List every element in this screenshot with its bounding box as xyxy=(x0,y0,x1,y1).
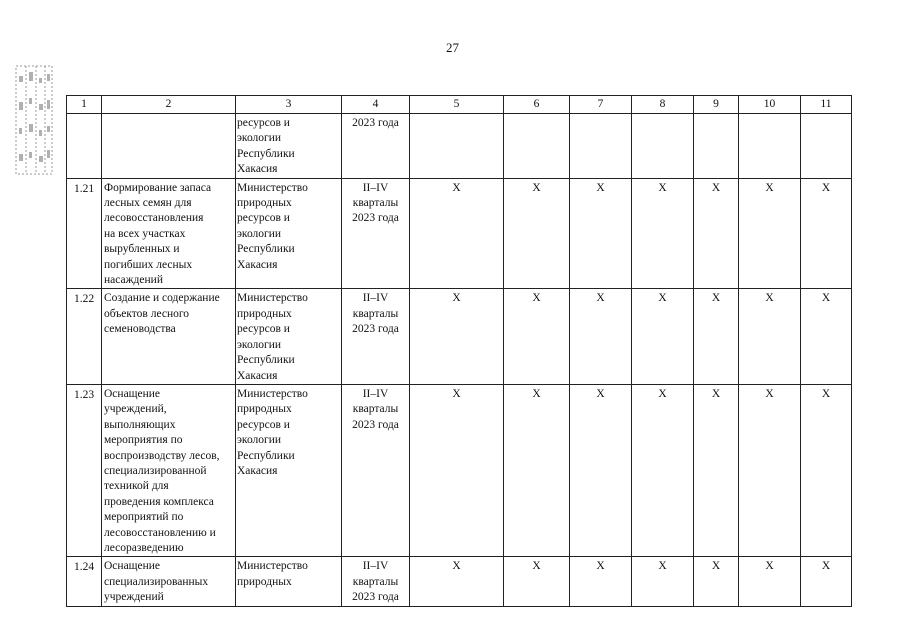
mark-cell: X xyxy=(504,178,570,289)
measure-name: Формирование запаса лесных семян для лесовосстановления на всех участках вырубленных и погибших лесных насаждений xyxy=(102,178,236,289)
registration-stamp xyxy=(14,62,56,177)
continuation-row xyxy=(67,114,852,179)
mark-cell xyxy=(739,114,801,179)
mark-cell: X xyxy=(694,557,739,607)
mark-cell: X xyxy=(632,289,694,384)
mark-cell: X xyxy=(801,384,852,556)
executor: Министерство природных ресурсов и экологии Республики Хакасия xyxy=(236,178,342,289)
mark-cell: X xyxy=(801,178,852,289)
mark-cell: X xyxy=(801,289,852,384)
table-row xyxy=(67,178,852,289)
mark-cell: X xyxy=(632,557,694,607)
column-header: 6 xyxy=(504,96,570,114)
measure-name xyxy=(102,114,236,179)
mark-cell: X xyxy=(570,178,632,289)
mark-cell: X xyxy=(570,557,632,607)
mark-cell: X xyxy=(739,289,801,384)
executor: Министерство природных ресурсов и экологии Республики Хакасия xyxy=(236,289,342,384)
column-header: 7 xyxy=(570,96,632,114)
mark-cell xyxy=(410,114,504,179)
mark-cell xyxy=(694,114,739,179)
table-row xyxy=(67,557,852,607)
mark-cell: X xyxy=(410,178,504,289)
column-header: 1 xyxy=(67,96,102,114)
term: II–IV кварталы 2023 года xyxy=(342,384,410,556)
term: II–IV кварталы 2023 года xyxy=(342,289,410,384)
column-header: 5 xyxy=(410,96,504,114)
mark-cell: X xyxy=(410,557,504,607)
table-row xyxy=(67,289,852,384)
mark-cell: X xyxy=(801,557,852,607)
measures-table xyxy=(66,95,852,607)
mark-cell: X xyxy=(694,384,739,556)
term: II–IV кварталы 2023 года xyxy=(342,178,410,289)
measure-name: Оснащение учреждений, выполняющих мероприятия по воспроизводству лесов, специализированной техникой для проведения комплекса мероприятий по лесовосстановлению и лесоразведению xyxy=(102,384,236,556)
executor: Министерство природных ресурсов и экологии Республики Хакасия xyxy=(236,384,342,556)
measure-name: Создание и содержание объектов лесного семеноводства xyxy=(102,289,236,384)
row-number xyxy=(67,114,102,179)
table-row xyxy=(67,384,852,556)
mark-cell: X xyxy=(632,178,694,289)
mark-cell: X xyxy=(739,557,801,607)
row-number: 1.24 xyxy=(67,557,102,607)
mark-cell: X xyxy=(739,384,801,556)
mark-cell xyxy=(632,114,694,179)
page-number: 27 xyxy=(446,40,459,55)
mark-cell: X xyxy=(410,384,504,556)
mark-cell xyxy=(570,114,632,179)
mark-cell: X xyxy=(504,384,570,556)
measure-name: Оснащение специализированных учреждений xyxy=(102,557,236,607)
column-header: 2 xyxy=(102,96,236,114)
column-header: 8 xyxy=(632,96,694,114)
executor: ресурсов и экологии Республики Хакасия xyxy=(236,114,342,179)
mark-cell: X xyxy=(504,289,570,384)
column-header: 10 xyxy=(739,96,801,114)
column-header: 11 xyxy=(801,96,852,114)
column-number-row xyxy=(67,96,852,114)
row-number: 1.22 xyxy=(67,289,102,384)
mark-cell: X xyxy=(570,289,632,384)
mark-cell: X xyxy=(739,178,801,289)
row-number: 1.23 xyxy=(67,384,102,556)
term: II–IV кварталы 2023 года xyxy=(342,557,410,607)
column-header: 9 xyxy=(694,96,739,114)
mark-cell: X xyxy=(504,557,570,607)
column-header: 3 xyxy=(236,96,342,114)
term: 2023 года xyxy=(342,114,410,179)
mark-cell: X xyxy=(570,384,632,556)
mark-cell xyxy=(504,114,570,179)
column-header: 4 xyxy=(342,96,410,114)
executor: Министерство природных xyxy=(236,557,342,607)
row-number: 1.21 xyxy=(67,178,102,289)
mark-cell: X xyxy=(694,289,739,384)
mark-cell: X xyxy=(694,178,739,289)
mark-cell xyxy=(801,114,852,179)
mark-cell: X xyxy=(410,289,504,384)
mark-cell: X xyxy=(632,384,694,556)
